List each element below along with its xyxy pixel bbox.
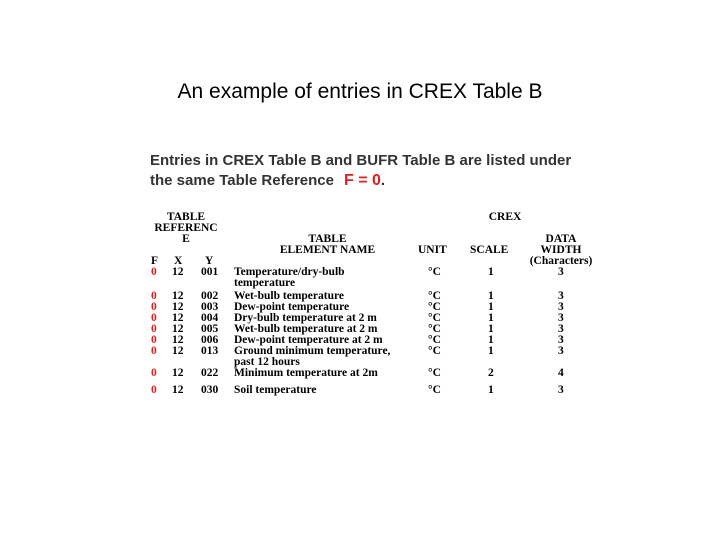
cell-element-name: past 12 hours <box>234 356 300 368</box>
cell-f: 0 <box>151 345 157 357</box>
cell-f: 0 <box>151 266 157 278</box>
cell-f: 0 <box>151 334 157 346</box>
cell-unit: °C <box>428 290 441 302</box>
header-x: X <box>174 255 183 267</box>
intro-line-2-text: the same Table Reference <box>150 172 334 189</box>
cell-width: 3 <box>558 334 564 346</box>
header-element-name-line: TABLE <box>308 233 347 245</box>
cell-unit: °C <box>428 312 441 324</box>
cell-unit: °C <box>428 367 441 379</box>
cell-f: 0 <box>151 323 157 335</box>
cell-y: 022 <box>201 367 219 379</box>
header-table-reference-line: E <box>182 233 190 245</box>
cell-y: 030 <box>201 384 219 396</box>
cell-x: 12 <box>172 334 184 346</box>
header-crex: CREX <box>488 211 522 223</box>
cell-scale: 2 <box>488 367 494 379</box>
cell-scale: 1 <box>488 334 494 346</box>
cell-scale: 1 <box>488 290 494 302</box>
cell-width: 3 <box>558 266 564 278</box>
cell-f: 0 <box>151 384 157 396</box>
header-scale: SCALE <box>470 244 509 256</box>
cell-f: 0 <box>151 367 157 379</box>
cell-x: 12 <box>172 384 184 396</box>
header-table-reference-line: TABLE <box>166 211 206 223</box>
cell-scale: 1 <box>488 266 494 278</box>
cell-x: 12 <box>172 301 184 313</box>
cell-x: 12 <box>172 323 184 335</box>
header-data-width <box>522 234 600 267</box>
header-element-name-line: ELEMENT NAME <box>279 244 376 256</box>
cell-x: 12 <box>172 266 184 278</box>
intro-text <box>150 151 620 191</box>
cell-element-name: Minimum temperature at 2m <box>234 367 378 379</box>
header-data-width-line: DATA <box>545 233 577 245</box>
cell-element-name: Dew-point temperature at 2 m <box>234 334 383 346</box>
cell-unit: °C <box>428 384 441 396</box>
intro-line-1: Entries in CREX Table B and BUFR Table B are listed under <box>150 152 572 169</box>
cell-y: 013 <box>201 345 219 357</box>
header-data-width-line: (Characters) <box>529 255 593 267</box>
cell-width: 3 <box>558 301 564 313</box>
header-element-name <box>260 234 395 256</box>
cell-f: 0 <box>151 312 157 324</box>
cell-unit: °C <box>428 334 441 346</box>
cell-y: 004 <box>201 312 219 324</box>
cell-width: 4 <box>558 367 564 379</box>
cell-unit: °C <box>428 323 441 335</box>
cell-x: 12 <box>172 367 184 379</box>
cell-y: 006 <box>201 334 219 346</box>
cell-element-name: Wet-bulb temperature at 2 m <box>234 323 378 335</box>
cell-element-name: temperature <box>234 277 296 289</box>
cell-element-name: Wet-bulb temperature <box>234 290 344 302</box>
cell-y: 002 <box>201 290 219 302</box>
cell-unit: °C <box>428 345 441 357</box>
cell-scale: 1 <box>488 345 494 357</box>
cell-element-name: Temperature/dry-bulb <box>234 266 345 278</box>
header-unit: UNIT <box>418 244 447 256</box>
cell-scale: 1 <box>488 384 494 396</box>
cell-element-name: Dry-bulb temperature at 2 m <box>234 312 377 324</box>
cell-unit: °C <box>428 266 441 278</box>
cell-width: 3 <box>558 384 564 396</box>
header-y: Y <box>205 255 214 267</box>
cell-width: 3 <box>558 312 564 324</box>
header-data-width-line: WIDTH <box>540 244 582 256</box>
cell-x: 12 <box>172 345 184 357</box>
cell-width: 3 <box>558 345 564 357</box>
cell-element-name: Dew-point temperature <box>234 301 350 313</box>
cell-y: 005 <box>201 323 219 335</box>
cell-x: 12 <box>172 312 184 324</box>
cell-width: 3 <box>558 290 564 302</box>
cell-f: 0 <box>151 301 157 313</box>
cell-y: 001 <box>201 266 219 278</box>
header-table-reference-line: REFERENC <box>154 222 218 234</box>
cell-unit: °C <box>428 301 441 313</box>
page-title: An example of entries in CREX Table B <box>177 80 543 103</box>
intro-line-2 <box>150 171 620 191</box>
cell-y: 003 <box>201 301 219 313</box>
cell-f: 0 <box>151 290 157 302</box>
cell-element-name: Soil temperature <box>234 384 317 396</box>
cell-element-name: Ground minimum temperature, <box>234 345 391 357</box>
cell-scale: 1 <box>488 323 494 335</box>
intro-highlight: F = 0 <box>343 172 381 189</box>
crex-table <box>150 210 600 400</box>
header-f: F <box>151 255 159 267</box>
cell-scale: 1 <box>488 312 494 324</box>
cell-width: 3 <box>558 323 564 335</box>
cell-x: 12 <box>172 290 184 302</box>
cell-scale: 1 <box>488 301 494 313</box>
intro-period: . <box>380 172 386 189</box>
header-table-reference <box>150 212 222 245</box>
